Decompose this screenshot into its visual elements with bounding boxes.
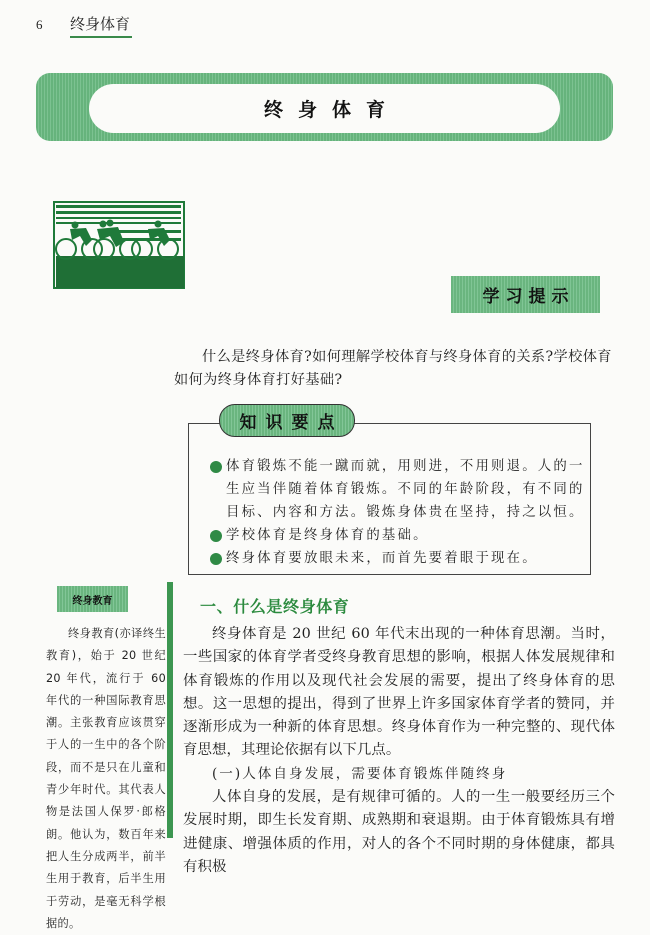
sidebar-tag-label: 终身教育 <box>72 595 113 607</box>
intro-paragraph: 什么是终身体育?如何理解学校体育与终身体育的关系?学校体育如何为终身体育打好基础? <box>174 349 612 388</box>
running-head: 终身体育 <box>70 13 132 38</box>
key-point-text: 学校体育是终身体育的基础。 <box>226 528 429 543</box>
margin-divider-bar <box>167 582 173 838</box>
main-body <box>183 623 615 879</box>
banner-inner <box>89 84 560 133</box>
key-points-tab <box>219 404 355 437</box>
cyclists-icon <box>52 200 186 290</box>
key-points-list <box>210 455 588 570</box>
bullet-dot-icon <box>210 553 222 565</box>
subsection-heading: (一)人体自身发展，需要体育锻炼伴随终身 <box>212 765 508 782</box>
chapter-banner <box>36 73 613 141</box>
sidebar-tag <box>57 586 128 612</box>
key-point-text: 终身体育要放眼未来，而首先要着眼于现在。 <box>226 551 538 566</box>
key-points-label: 知识要点 <box>239 413 344 433</box>
page-number: 6 <box>36 17 43 32</box>
study-tips-label <box>451 276 600 313</box>
chapter-title: 终身体育 <box>263 99 400 121</box>
body-paragraph: 人体自身的发展，是有规律可循的。人的一生一般要经历三个发展时期，即生长发育期、成熟期和衰退期。由于体育锻炼具有增进健康、增强体质的作用，对人的各个不同时期的身体健康，都具有积极 <box>183 789 615 875</box>
key-point-item <box>210 547 588 570</box>
key-point-item <box>210 524 588 547</box>
section-heading: 一、什么是终身体育 <box>200 597 350 616</box>
bullet-dot-icon <box>210 461 222 473</box>
key-point-text: 体育锻炼不能一蹴而就，用则进，不用则退。人的一生应当伴随着体育锻炼。不同的年龄阶段，有不同的目标、内容和方法。锻炼身体贵在坚持，持之以恒。 <box>226 459 585 520</box>
study-tips-text: 学习提示 <box>482 287 575 307</box>
key-point-item <box>210 455 588 524</box>
sidebar-note: 终身教育(亦译终生教育)，始于 20 世纪 20 年代，流行于 60 年代的一种国际教育思潮。主张教育应该贯穿于人的一生中的各个阶段，而不是只在儿童和青少年时代。其代表人物是法国人保罗·郎格朗。他认为，数百年来把人生分成两半，前半生用于教育，后半生用于劳动，是毫无科学根据的。 <box>46 627 166 930</box>
body-paragraph: 终身体育是 20 世纪 60 年代末出现的一种体育思潮。当时，一些国家的体育学者受终身教育思想的影响，根据人体发展规律和体育锻炼的作用以及现代社会发展的需要，提出了终身体育的思想。这一思想的提出，得到了世界上许多国家体育学者的赞同，并逐渐形成为一种新的体育思想。终身体育作为一种完整的、现代体育思想，其理论依据有以下几点。 <box>183 626 615 759</box>
bullet-dot-icon <box>210 530 222 542</box>
